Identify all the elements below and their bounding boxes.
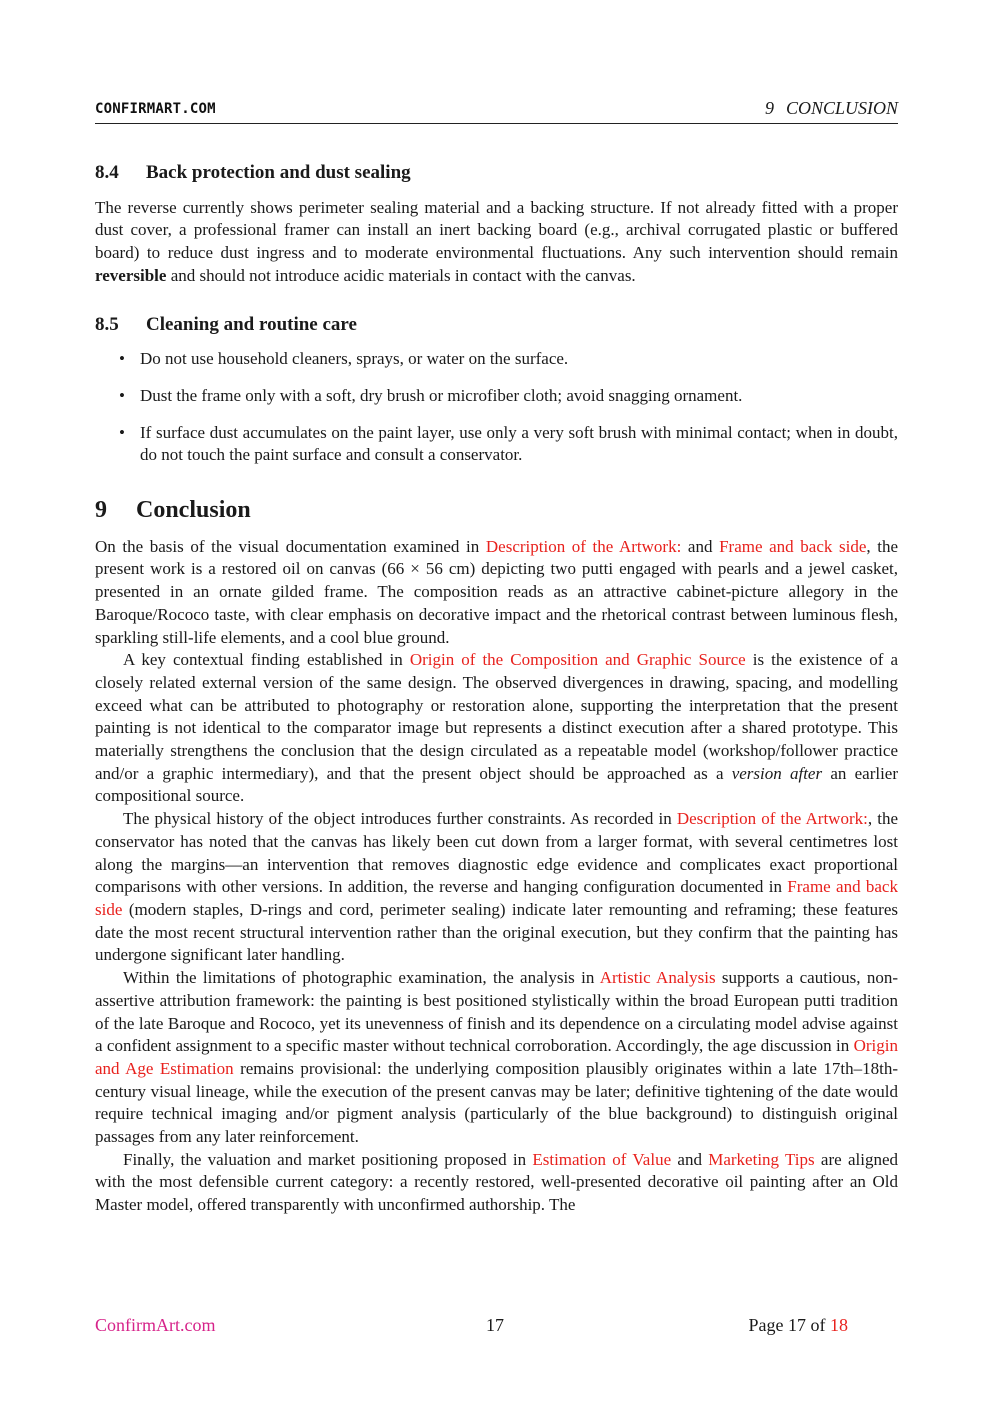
- text-run: is the existence of a closely related external version of the same design. The observed divergences in drawing, spacing, and modelling exceed what can be attributed to photography or restoration alone, supporting the interpretation that the present painting is not identical to the comparator image but represents a distinct execution after a shared prototype. This materially strengthens the conclusion that the design circulated as a repeatable model (workshop/follower practice and/or a graphic intermediary), and that the present object should be approached as a: [95, 650, 898, 783]
- subsection-heading-8-5: [95, 314, 898, 337]
- link-origin-and-age-estimation[interactable]: Origin and Age Estimation: [95, 1036, 898, 1078]
- paragraph-conclusion-3: [95, 808, 898, 967]
- paragraph-conclusion-2: [95, 649, 898, 808]
- running-section-title: [765, 98, 898, 119]
- running-header: [95, 97, 898, 124]
- link-frame-and-back-side[interactable]: Frame and back side: [719, 536, 867, 556]
- footer-site-link[interactable]: ConfirmArt.com: [95, 1315, 216, 1335]
- paragraph-back-protection: [95, 197, 898, 288]
- text-run: The reverse currently shows perimeter sealing material and a backing structure. If not already fitted with a proper dust cover, a professional framer can install an inert backing board (e.g., archival corrugated plastic or buffered board) to reduce dust ingress and to moderate environmental fluctuations. Any such intervention should remain: [95, 197, 898, 263]
- text-run: Within the limitations of photographic examination, the analysis in: [123, 968, 600, 988]
- section-title: Conclusion: [136, 497, 251, 524]
- list-item: [95, 348, 898, 371]
- text-run: , the present work is a restored oil on canvas (66 × 56 cm) depicting two putti engaged with pearls and a jewel casket, presented in an ornate gilded frame. The composition reads as an attractive cabinet-picture allegory in the Baroque/Rococo taste, with clear emphasis on decorative impact and the rhetorical contrast between luminous flesh, sparkling still-life elements, and a cool blue ground.: [95, 536, 898, 647]
- page-footer: [95, 1315, 848, 1339]
- paragraph-conclusion-5: [95, 1149, 898, 1217]
- care-list: [95, 348, 898, 467]
- text-run: are aligned with the most defensible current category: a recently restored, well-presented decorative oil painting after an Old Master model, offered transparently with unconfirmed authorship. The: [95, 1149, 898, 1215]
- page-number: 17: [486, 1315, 504, 1335]
- emphasis-version-after: version after: [731, 763, 823, 783]
- link-frame-and-back-side[interactable]: Frame and back side: [95, 877, 898, 919]
- text-run: The physical history of the object introduces further constraints. As recorded in: [123, 809, 677, 829]
- link-description-of-artwork[interactable]: Description of the Artwork:: [485, 536, 682, 556]
- page-of-label: Page 17 of: [748, 1315, 830, 1335]
- subsection-heading-8-4: [95, 162, 898, 185]
- page-of-total: [749, 1315, 848, 1336]
- link-origin-of-composition[interactable]: Origin of the Composition and Graphic Source: [409, 650, 746, 670]
- running-section-number: 9: [764, 98, 774, 118]
- paragraph-conclusion-1: [95, 536, 898, 650]
- text-run: Finally, the valuation and market positioning proposed in: [123, 1149, 533, 1169]
- text-run: , the conservator has noted that the canvas has likely been cut down from a larger format, with several centimetres lost along the margins—an intervention that removes diagnostic edge evidence and complicates exact proportional comparisons with other versions. In addition, the reverse and hanging configuration documented in: [95, 809, 898, 897]
- paragraph-conclusion-4: [95, 967, 898, 1149]
- total-pages-link[interactable]: 18: [830, 1315, 848, 1335]
- site-logo: CONFIRMART.COM: [95, 101, 216, 117]
- subsection-title: Back protection and dust sealing: [146, 162, 411, 183]
- emphasis-reversible: reversible: [95, 265, 167, 285]
- page-body: [95, 140, 898, 1217]
- link-artistic-analysis[interactable]: Artistic Analysis: [599, 968, 716, 988]
- bullet-icon: •: [119, 349, 125, 369]
- text-run: and: [681, 536, 720, 556]
- text-run: On the basis of the visual documentation examined in: [95, 536, 486, 556]
- text-run: and: [671, 1149, 709, 1169]
- list-item: [95, 422, 898, 467]
- section-number: 9: [95, 497, 107, 524]
- link-estimation-of-value[interactable]: Estimation of Value: [532, 1149, 672, 1169]
- text-run: supports a cautious, non-assertive attribution framework: the painting is best positioned stylistically within the broad European putti tradition of the late Baroque and Rococo, yet its unevenness of finish and its dependence on a circulating model advise against a confident assignment to a specific master without technical corroboration. Accordingly, the age discussion in: [95, 968, 898, 1056]
- link-marketing-tips[interactable]: Marketing Tips: [708, 1149, 815, 1169]
- bullet-icon: •: [119, 385, 125, 405]
- text-run: (modern staples, D-rings and cord, perimeter sealing) indicate later remounting and reframing; these features date the most recent structural intervention rather than the original execution, but they confirm that the painting has undergone significant later handling.: [95, 899, 898, 965]
- section-heading-9: [95, 499, 898, 522]
- subsection-title: Cleaning and routine care: [146, 313, 357, 335]
- link-description-of-artwork[interactable]: Description of the Artwork:: [676, 809, 868, 829]
- list-item-text: Dust the frame only with a soft, dry brush or microfiber cloth; avoid snagging ornament.: [140, 385, 743, 405]
- list-item-text: If surface dust accumulates on the paint layer, use only a very soft brush with minimal contact; when in doubt, do not touch the paint surface and consult a conservator.: [140, 422, 898, 465]
- subsection-number: 8.5: [95, 313, 119, 335]
- text-run: an earlier compositional source.: [95, 763, 899, 806]
- text-run: and should not introduce acidic materials in contact with the canvas.: [166, 265, 636, 285]
- text-run: remains provisional: the underlying composition plausibly originates within a late 17th–18th-century visual lineage, while the execution of the present canvas may be later; definitive tightening of the date would require technical imaging and/or pigment analysis (particularly of the blue background) to distinguish original passages from any later reinforcement.: [95, 1058, 898, 1147]
- list-item: [95, 385, 898, 408]
- list-item-text: Do not use household cleaners, sprays, or water on the surface.: [140, 349, 569, 369]
- text-run: A key contextual finding established in: [123, 650, 410, 670]
- running-section-name: CONCLUSION: [785, 98, 898, 118]
- subsection-number: 8.4: [95, 162, 119, 183]
- bullet-icon: •: [119, 422, 125, 442]
